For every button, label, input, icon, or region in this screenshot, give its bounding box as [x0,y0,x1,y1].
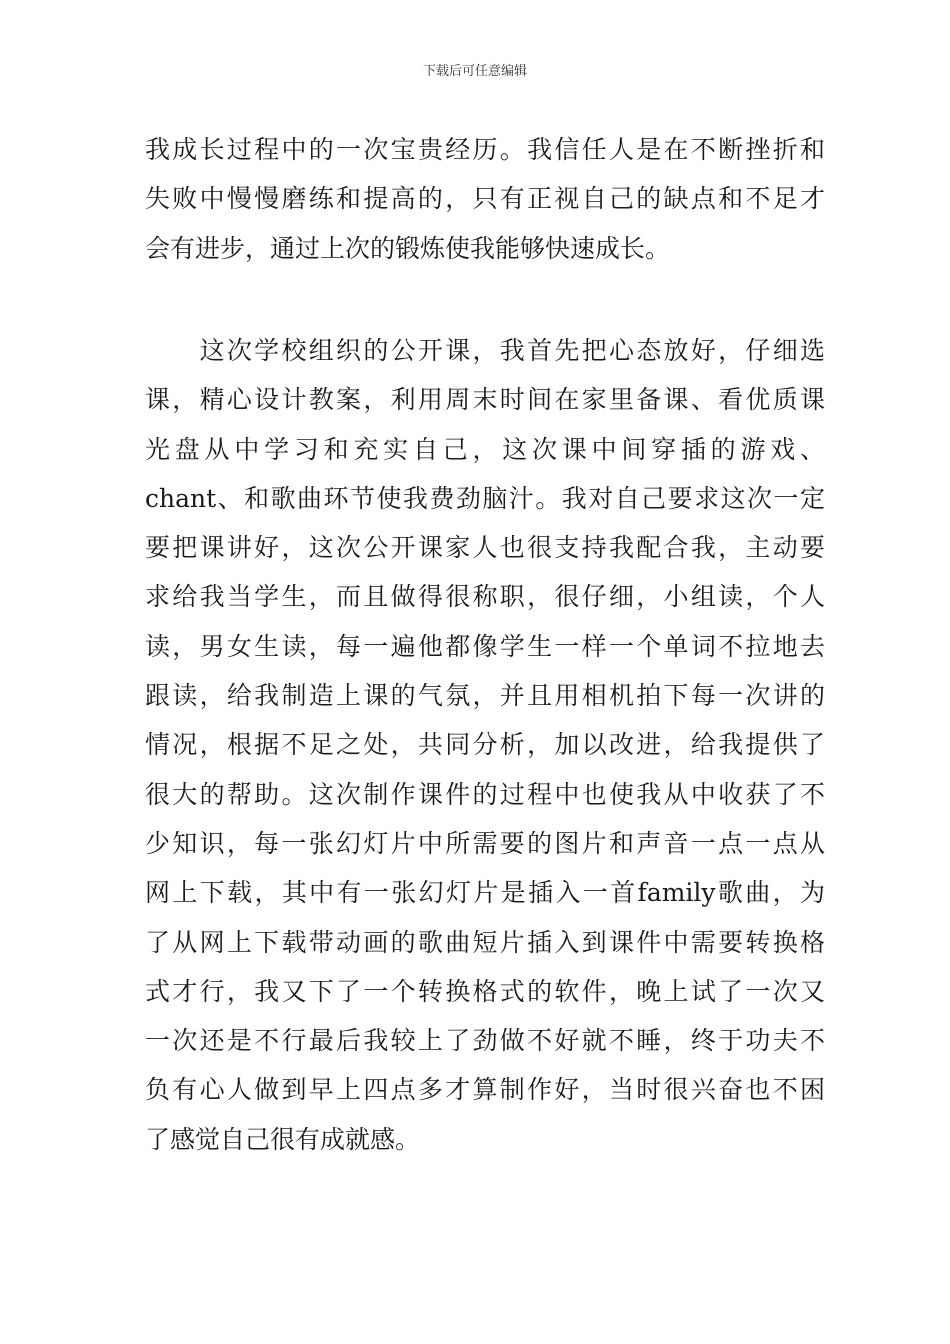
paragraph-2 [145,326,825,1164]
text-line: 失败中慢慢磨练和提高的，只有正视自己的缺点和不足才 [145,184,825,214]
text-line: 网上下载，其中有一张幻灯片是插入一首family歌曲，为 [145,878,825,908]
text-line: 了从网上下载带动画的歌曲短片插入到课件中需要转换格 [145,927,825,957]
text-line: 会有进步，通过上次的锻炼使我能够快速成长。 [145,233,671,263]
text-line: 少知识，每一张幻灯片中所需要的图片和声音一点一点从 [145,828,825,858]
paragraph-1 [145,125,825,273]
text-line: 读，男女生读，每一遍他都像学生一样一个单词不拉地去 [145,631,825,661]
text-line: 求给我当学生，而且做得很称职，很仔细，小组读，个人 [145,582,825,612]
text-line: 跟读，给我制造上课的气氛，并且用相机拍下每一次讲的 [145,681,825,711]
text-line: 了感觉自己很有成就感。 [145,1124,421,1154]
text-line: 光盘从中学习和充实自己，这次课中间穿插的游戏、 [145,434,825,464]
text-line: 我成长过程中的一次宝贵经历。我信任人是在不断挫折和 [145,135,825,164]
text-line: 情况，根据不足之处，共同分析，加以改进，给我提供了 [145,730,825,760]
text-line: chant、和歌曲环节使我费劲脑汁。我对自己要求这次一定 [145,483,825,513]
text-line: 一次还是不行最后我较上了劲做不好就不睡，终于功夫不 [145,1026,825,1056]
text-line: 要把课讲好，这次公开课家人也很支持我配合我，主动要 [145,533,825,563]
text-line: 式才行，我又下了一个转换格式的软件，晚上试了一次又 [145,976,825,1006]
text-line: 课，精心设计教案，利用周末时间在家里备课、看优质课 [145,385,825,415]
page-header: 下载后可任意编辑 [422,64,527,79]
text-line: 很大的帮助。这次制作课件的过程中也使我从中收获了不 [145,779,825,809]
text-line: 这次学校组织的公开课，我首先把心态放好，仔细选 [145,336,825,365]
text-line: 负有心人做到早上四点多才算制作好，当时很兴奋也不困 [145,1075,825,1105]
